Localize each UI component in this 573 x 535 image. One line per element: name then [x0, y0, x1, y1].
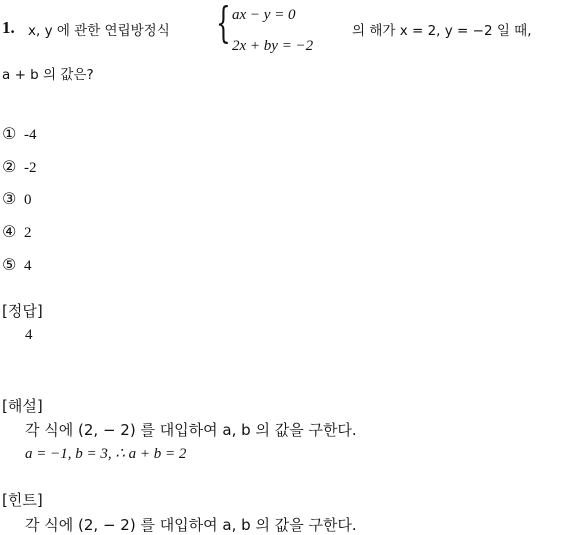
choice-3[interactable]: [2, 189, 32, 209]
choice-2[interactable]: [2, 157, 37, 177]
choice-value-5: 4: [24, 258, 32, 274]
system-equation-1: ax − y = 0: [232, 7, 296, 23]
explanation-line-1: 각 식에 (2, − 2) 를 대입하여 a, b 의 값을 구한다.: [25, 421, 357, 439]
choice-value-1: -4: [24, 127, 37, 143]
system-brace: {: [216, 0, 231, 47]
choice-value-2: -2: [24, 160, 37, 176]
answer-value: 4: [25, 327, 33, 343]
question-text-line2: a + b 의 값은?: [2, 67, 94, 83]
choice-5[interactable]: [2, 255, 32, 275]
choice-marker-3: ③: [2, 189, 17, 208]
explanation-heading: [해설]: [2, 397, 43, 415]
choice-marker-5: ⑤: [2, 255, 17, 274]
system-equation-2: 2x + by = −2: [232, 38, 314, 54]
choice-marker-4: ④: [2, 222, 17, 241]
choice-value-3: 0: [24, 192, 32, 208]
choice-4[interactable]: [2, 222, 32, 242]
choice-1[interactable]: [2, 124, 37, 144]
question-text-after: 의 해가 x = 2, y = −2 일 때,: [352, 23, 532, 39]
hint-heading: [힌트]: [2, 491, 43, 509]
explanation-line-2: a = −1, b = 3, ∴ a + b = 2: [25, 446, 187, 462]
choice-marker-2: ②: [2, 157, 17, 176]
choice-value-4: 2: [24, 225, 32, 241]
question-text-before: x, y 에 관한 연립방정식: [28, 23, 170, 39]
hint-line-1: 각 식에 (2, − 2) 를 대입하여 a, b 의 값을 구한다.: [25, 516, 357, 534]
choice-marker-1: ①: [2, 124, 17, 143]
answer-heading: [정답]: [2, 302, 43, 320]
question-number: 1.: [2, 18, 15, 37]
